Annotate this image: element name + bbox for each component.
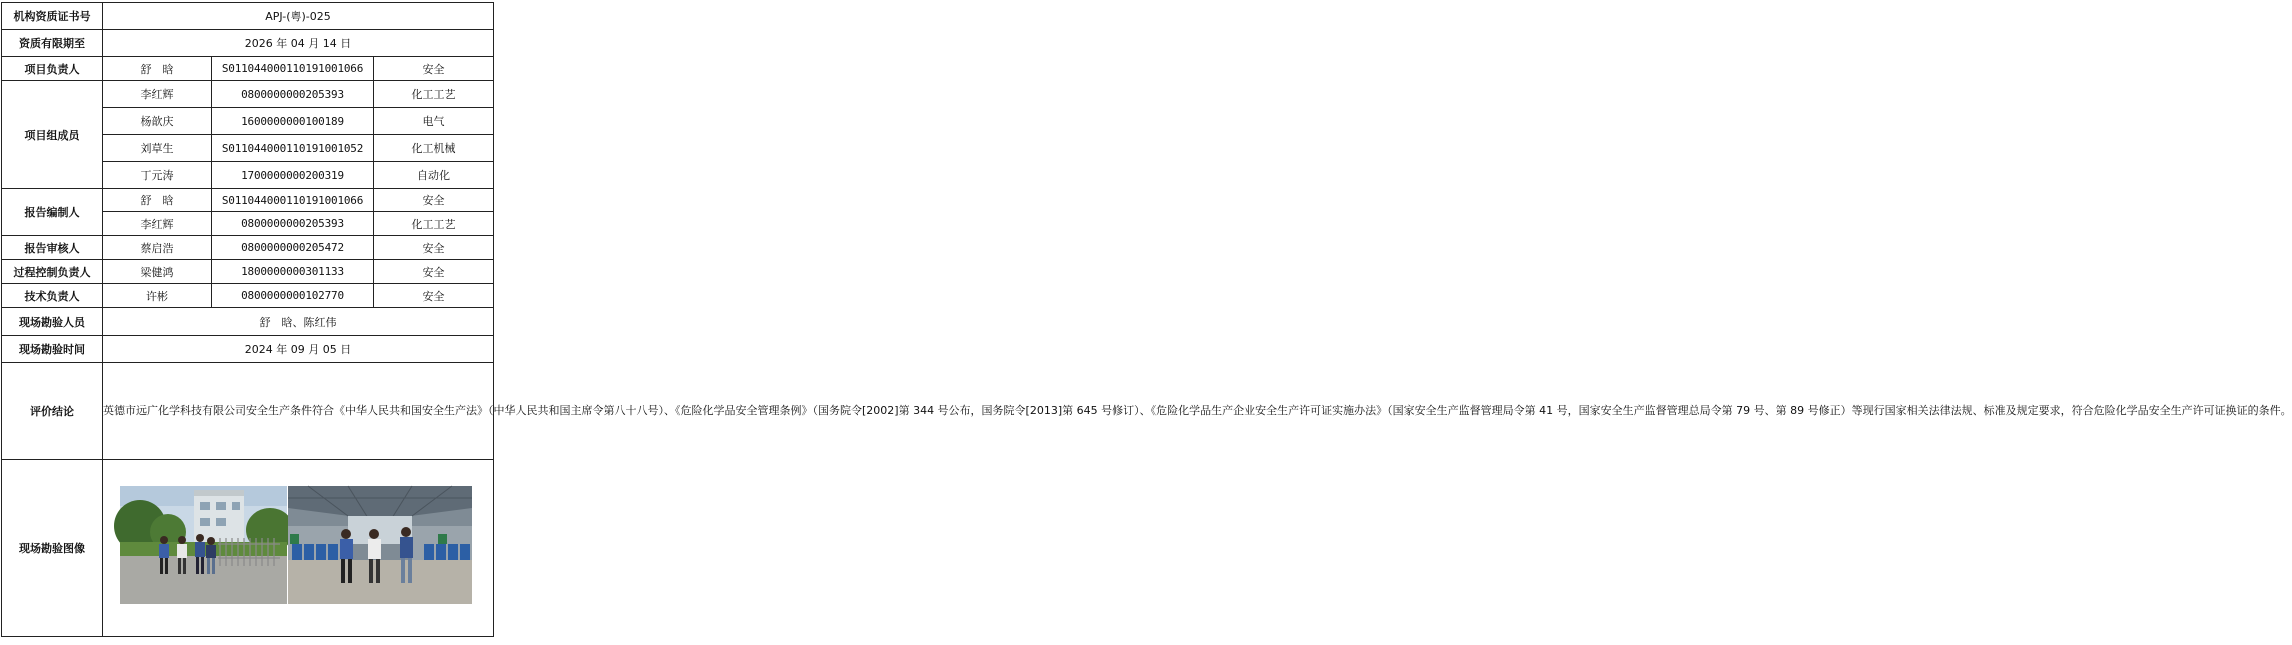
project-lead-name: 舒 晗 — [103, 57, 212, 81]
site-time-value: 2024 年 09 月 05 日 — [103, 336, 494, 363]
site-time-label: 现场勘验时间 — [2, 336, 103, 363]
reviewer-label: 报告审核人 — [2, 236, 103, 260]
tech-lead-name: 许彬 — [103, 284, 212, 308]
tech-lead-field: 安全 — [374, 284, 494, 308]
validity-label: 资质有限期至 — [2, 30, 103, 57]
row-site-time — [2, 336, 494, 363]
site-photo-warehouse — [288, 486, 472, 604]
cert-no-value: APJ-(粤)-025 — [103, 3, 494, 30]
row-tech-lead — [2, 284, 494, 308]
row-site-staff — [2, 308, 494, 336]
team-member-field: 电气 — [374, 108, 494, 135]
project-lead-label: 项目负责人 — [2, 57, 103, 81]
author-cert: 0800000000205393 — [212, 212, 374, 236]
project-lead-field: 安全 — [374, 57, 494, 81]
process-lead-cert: 1800000000301133 — [212, 260, 374, 284]
row-cert-no — [2, 3, 494, 30]
authors-label: 报告编制人 — [2, 189, 103, 236]
team-member-field: 自动化 — [374, 162, 494, 189]
process-lead-field: 安全 — [374, 260, 494, 284]
author-row — [2, 189, 494, 212]
reviewer-field: 安全 — [374, 236, 494, 260]
author-name: 舒 晗 — [103, 189, 212, 212]
team-label: 项目组成员 — [2, 81, 103, 189]
validity-value: 2026 年 04 月 14 日 — [103, 30, 494, 57]
reviewer-name: 蔡启浩 — [103, 236, 212, 260]
author-field: 化工工艺 — [374, 212, 494, 236]
team-member-name: 丁元涛 — [103, 162, 212, 189]
conclusion-label: 评价结论 — [2, 363, 103, 460]
team-member-cert: 0800000000205393 — [212, 81, 374, 108]
row-validity — [2, 30, 494, 57]
site-images-label: 现场勘验图像 — [2, 460, 103, 637]
site-images-cell — [103, 460, 494, 637]
team-member-cert: 1600000000100189 — [212, 108, 374, 135]
site-staff-value: 舒 晗、陈红伟 — [103, 308, 494, 336]
conclusion-text: 英德市远广化学科技有限公司安全生产条件符合《中华人民共和国安全生产法》（中华人民共和国主席令第八十八号）、《危险化学品安全管理条例》（国务院令[2002]第 344 号公布，国务院令[2013]第 645 号修订）、《危险化学品生产企业安全生产许可证实施办法》（国家安全生产监督管理局令第 41 号，国家安全生产监督管理总局令第 79 号、第 89 号修正）等现行国家相关法律法规、标准及规定要求，符合危险化学品安全生产许可证换证的条件。 — [103, 363, 494, 460]
row-site-images — [2, 460, 494, 637]
tech-lead-label: 技术负责人 — [2, 284, 103, 308]
reviewer-cert: 0800000000205472 — [212, 236, 374, 260]
process-lead-name: 梁健鸿 — [103, 260, 212, 284]
row-reviewer — [2, 236, 494, 260]
site-photo-outdoor — [120, 486, 287, 604]
tech-lead-cert: 0800000000102770 — [212, 284, 374, 308]
team-member-name: 李红辉 — [103, 81, 212, 108]
process-lead-label: 过程控制负责人 — [2, 260, 103, 284]
row-conclusion — [2, 363, 494, 460]
team-member-name: 刘草生 — [103, 135, 212, 162]
cert-no-label: 机构资质证书号 — [2, 3, 103, 30]
team-member-cert: S011044000110191001052 — [212, 135, 374, 162]
author-name: 李红辉 — [103, 212, 212, 236]
team-member-field: 化工工艺 — [374, 81, 494, 108]
row-process-lead — [2, 260, 494, 284]
author-cert: S011044000110191001066 — [212, 189, 374, 212]
site-staff-label: 现场勘验人员 — [2, 308, 103, 336]
row-project-lead — [2, 57, 494, 81]
team-member-field: 化工机械 — [374, 135, 494, 162]
team-row — [2, 81, 494, 108]
project-lead-cert: S011044000110191001066 — [212, 57, 374, 81]
team-member-name: 杨歆庆 — [103, 108, 212, 135]
qualification-info-table — [1, 2, 2292, 637]
author-field: 安全 — [374, 189, 494, 212]
team-member-cert: 1700000000200319 — [212, 162, 374, 189]
